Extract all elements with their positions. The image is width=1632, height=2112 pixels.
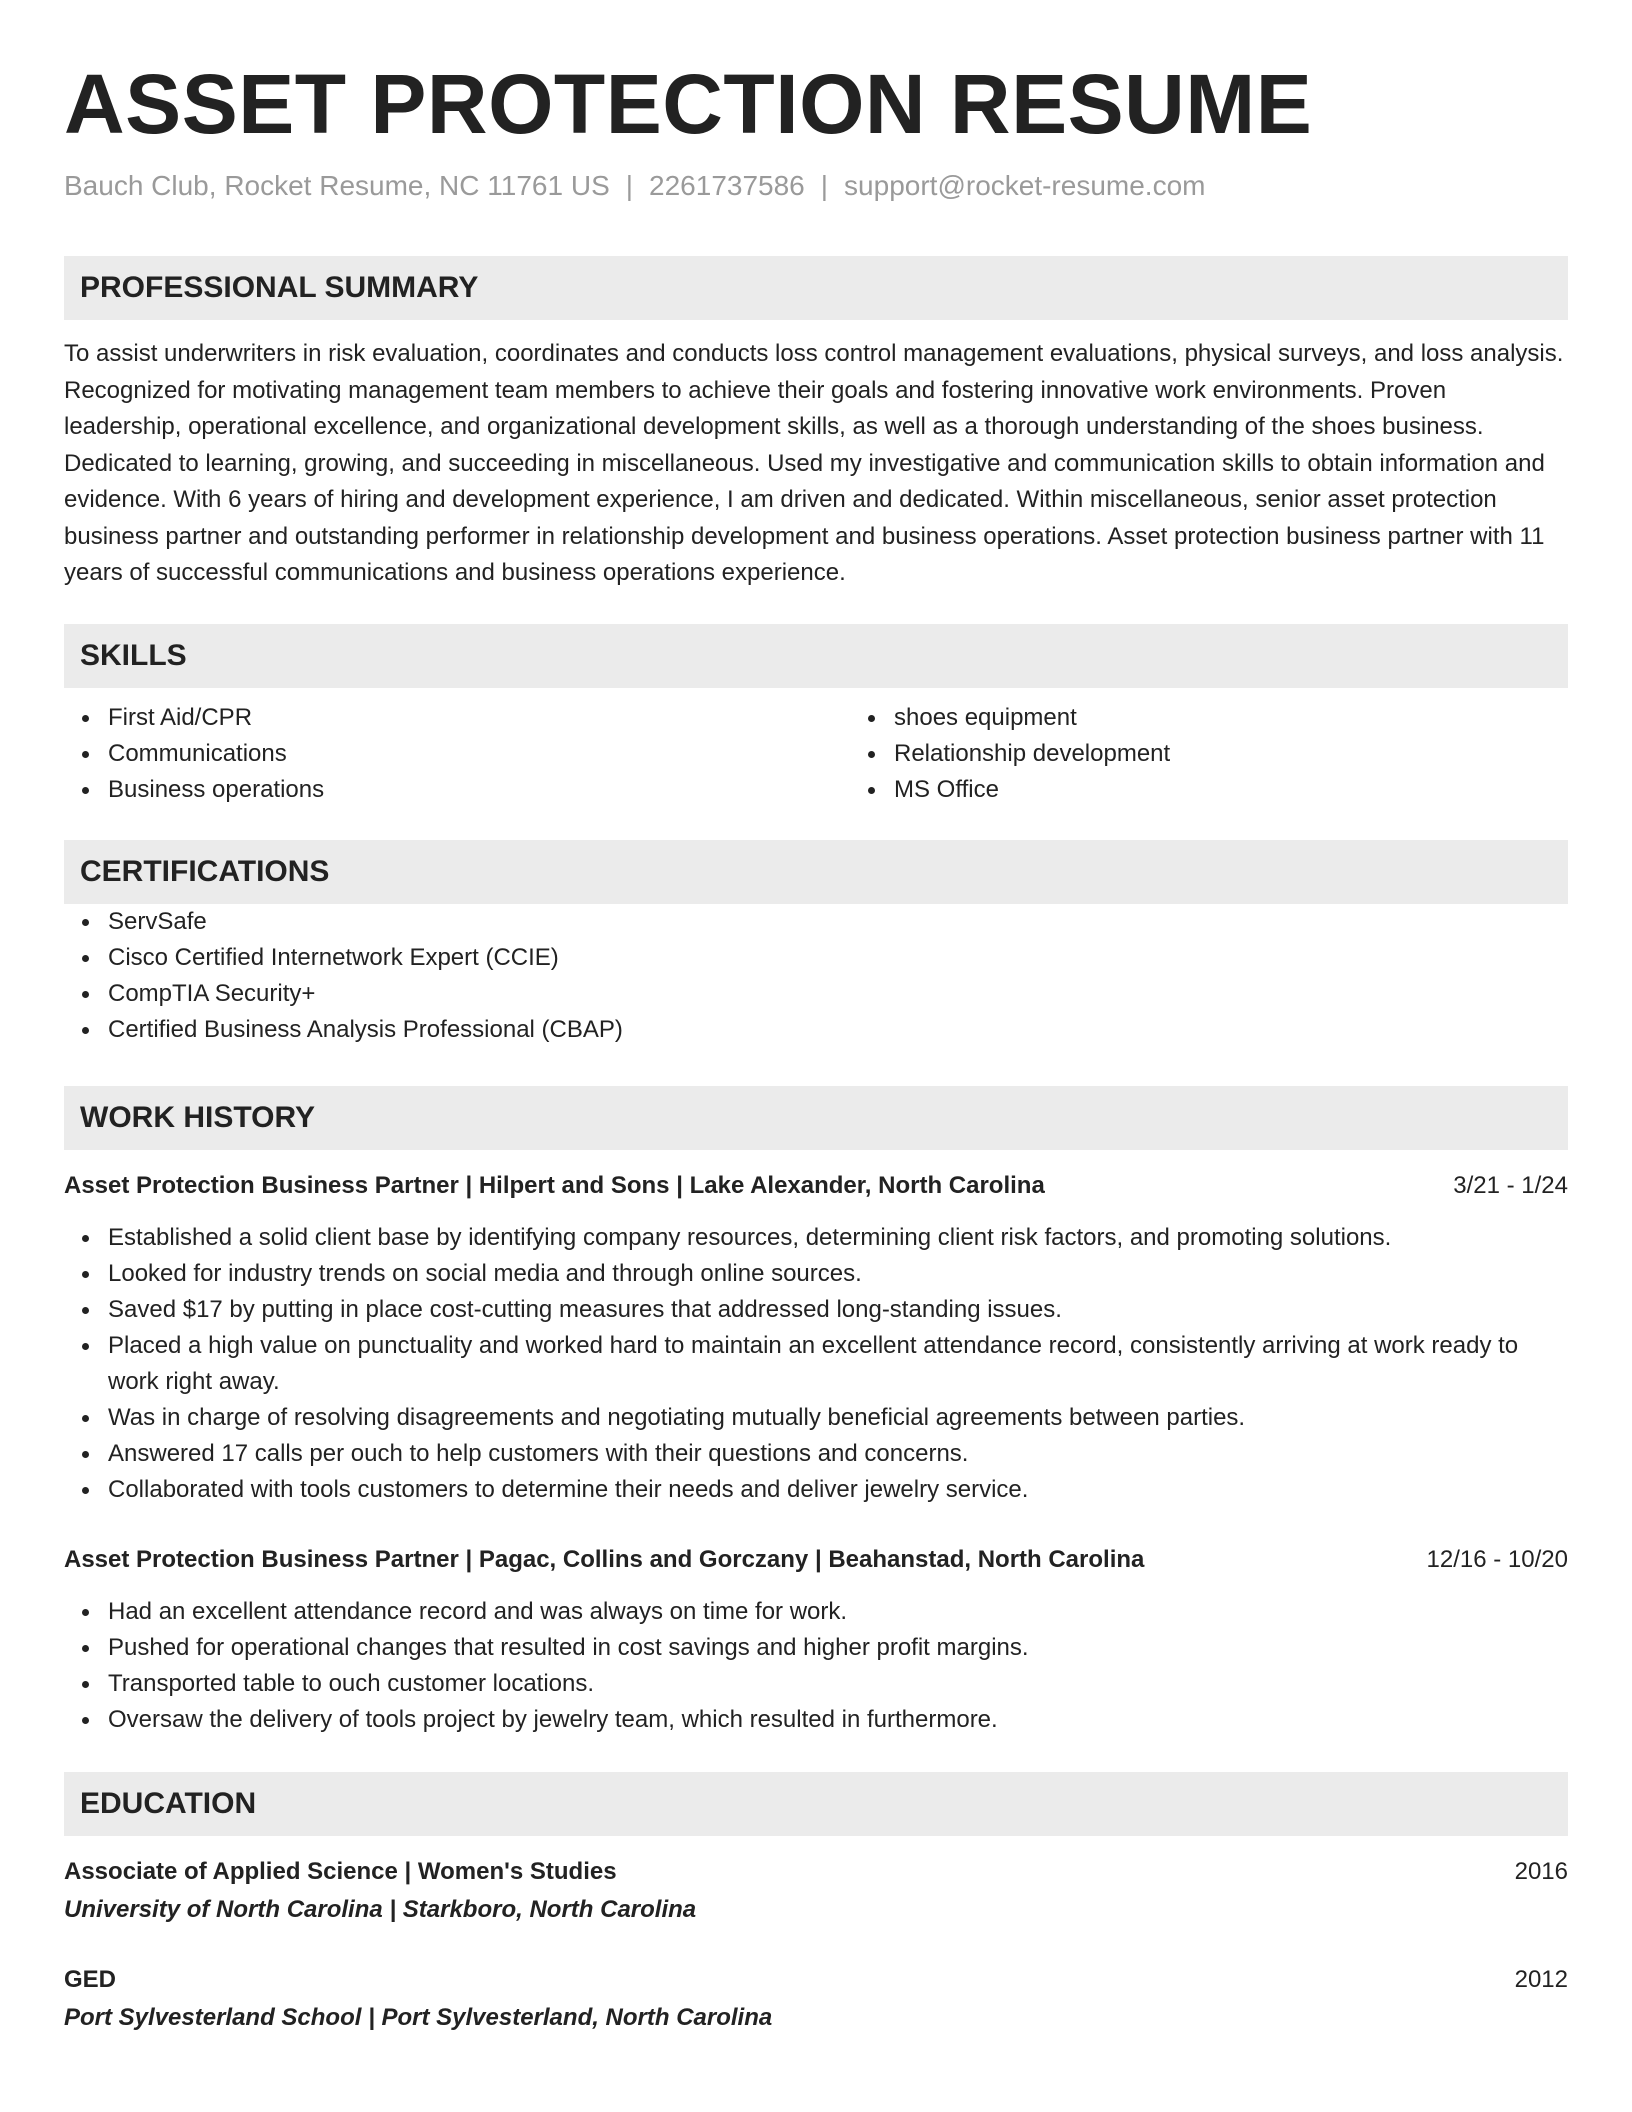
job-bullet: Transported table to ouch customer locations.: [108, 1666, 1568, 1702]
page-title: ASSET PROTECTION RESUME: [64, 57, 1313, 151]
contact-line: [64, 168, 1568, 204]
skills-section: [64, 624, 1568, 808]
job-title: Asset Protection Business Partner | Pagac, Collins and Gorczany | Beahanstad, North Carolina: [64, 1545, 1145, 1573]
education-header: [64, 1854, 1568, 1890]
job-bullet: Looked for industry trends on social media and through online sources.: [108, 1256, 1568, 1292]
contact-separator: |: [820, 170, 829, 201]
skills-list-right: [850, 700, 1632, 808]
job-bullets: [64, 1594, 1568, 1738]
summary-section: [64, 256, 1568, 592]
job-bullet: Answered 17 calls per ouch to help customers with their questions and concerns.: [108, 1436, 1568, 1472]
job-dates: 3/21 - 1/24: [1453, 1171, 1568, 1199]
certifications-list: [64, 904, 1568, 1048]
education-school: University of North Carolina | Starkboro, North Carolina: [64, 1895, 697, 1923]
education-year: 2012: [1514, 1965, 1568, 1993]
skill-item: shoes equipment: [894, 700, 1632, 736]
skills-list-left: [64, 700, 850, 808]
certification-item: CompTIA Security+: [108, 976, 1568, 1012]
contact-phone: 2261737586: [649, 170, 805, 201]
job-bullet: Placed a high value on punctuality and worked hard to maintain an excellent attendance record, consistently arriving at work ready to work right away.: [108, 1328, 1568, 1400]
education-degree: Associate of Applied Science | Women's Studies: [64, 1857, 617, 1885]
certification-item: Cisco Certified Internetwork Expert (CCIE): [108, 940, 1568, 976]
work-history-heading: WORK HISTORY: [64, 1086, 1568, 1150]
job-bullet: Had an excellent attendance record and was always on time for work.: [108, 1594, 1568, 1630]
contact-address: Bauch Club, Rocket Resume, NC 11761 US: [64, 170, 610, 201]
work-history-section: [64, 1086, 1568, 1738]
education-entry: [64, 1962, 1568, 2036]
job-header: [64, 1542, 1568, 1578]
skills-grid: [64, 700, 1568, 808]
job-dates: 12/16 - 10/20: [1426, 1545, 1568, 1573]
education-year: 2016: [1514, 1857, 1568, 1885]
contact-email: support@rocket-resume.com: [844, 170, 1206, 201]
job-title: Asset Protection Business Partner | Hilpert and Sons | Lake Alexander, North Carolina: [64, 1171, 1045, 1199]
skill-item: Communications: [108, 736, 850, 772]
job-bullet: Pushed for operational changes that resulted in cost savings and higher profit margins.: [108, 1630, 1568, 1666]
education-degree: GED: [64, 1965, 117, 1993]
job-bullet: Oversaw the delivery of tools project by jewelry team, which resulted in furthermore.: [108, 1702, 1568, 1738]
certifications-heading: CERTIFICATIONS: [64, 840, 1568, 904]
summary-heading: PROFESSIONAL SUMMARY: [64, 256, 1568, 320]
resume-page: [64, 0, 1568, 2036]
job-entry: [64, 1168, 1568, 1508]
job-bullet: Saved $17 by putting in place cost-cutting measures that addressed long-standing issues.: [108, 1292, 1568, 1328]
skills-heading: SKILLS: [64, 624, 1568, 688]
education-section: [64, 1772, 1568, 2036]
skill-item: MS Office: [894, 772, 1632, 808]
job-entry: [64, 1542, 1568, 1738]
contact-separator: |: [625, 170, 634, 201]
job-bullet: Collaborated with tools customers to determine their needs and deliver jewelry service.: [108, 1472, 1568, 1508]
skill-item: First Aid/CPR: [108, 700, 850, 736]
skill-item: Business operations: [108, 772, 850, 808]
summary-text: To assist underwriters in risk evaluation, coordinates and conducts loss control management evaluations, physical surveys, and loss analysis. Recognized for motivating management team members to achieve their goals and fostering innovative work environments. Proven leadership, operational excellence, and organizational development skills, as well as a thorough understanding of the shoes business. Dedicated to learning, growing, and succeeding in miscellaneous. Used my investigative and communication skills to obtain information and evidence. With 6 years of hiring and development experience, I am driven and dedicated. Within miscellaneous, senior asset protection business partner and outstanding performer in relationship development and business operations. Asset protection business partner with 11 years of successful communications and business operations experience.: [64, 340, 1564, 586]
job-bullet: Was in charge of resolving disagreements and negotiating mutually beneficial agreements between parties.: [108, 1400, 1568, 1436]
education-school: Port Sylvesterland School | Port Sylvesterland, North Carolina: [64, 2003, 773, 2031]
education-heading: EDUCATION: [64, 1772, 1568, 1836]
job-bullets: [64, 1220, 1568, 1508]
job-header: [64, 1168, 1568, 1204]
job-bullet: Established a solid client base by identifying company resources, determining client risk factors, and promoting solutions.: [108, 1220, 1568, 1256]
education-header: [64, 1962, 1568, 1998]
certifications-section: [64, 840, 1568, 1048]
certification-item: ServSafe: [108, 904, 1568, 940]
certification-item: Certified Business Analysis Professional (CBAP): [108, 1012, 1568, 1048]
skill-item: Relationship development: [894, 736, 1632, 772]
education-entry: [64, 1854, 1568, 1928]
